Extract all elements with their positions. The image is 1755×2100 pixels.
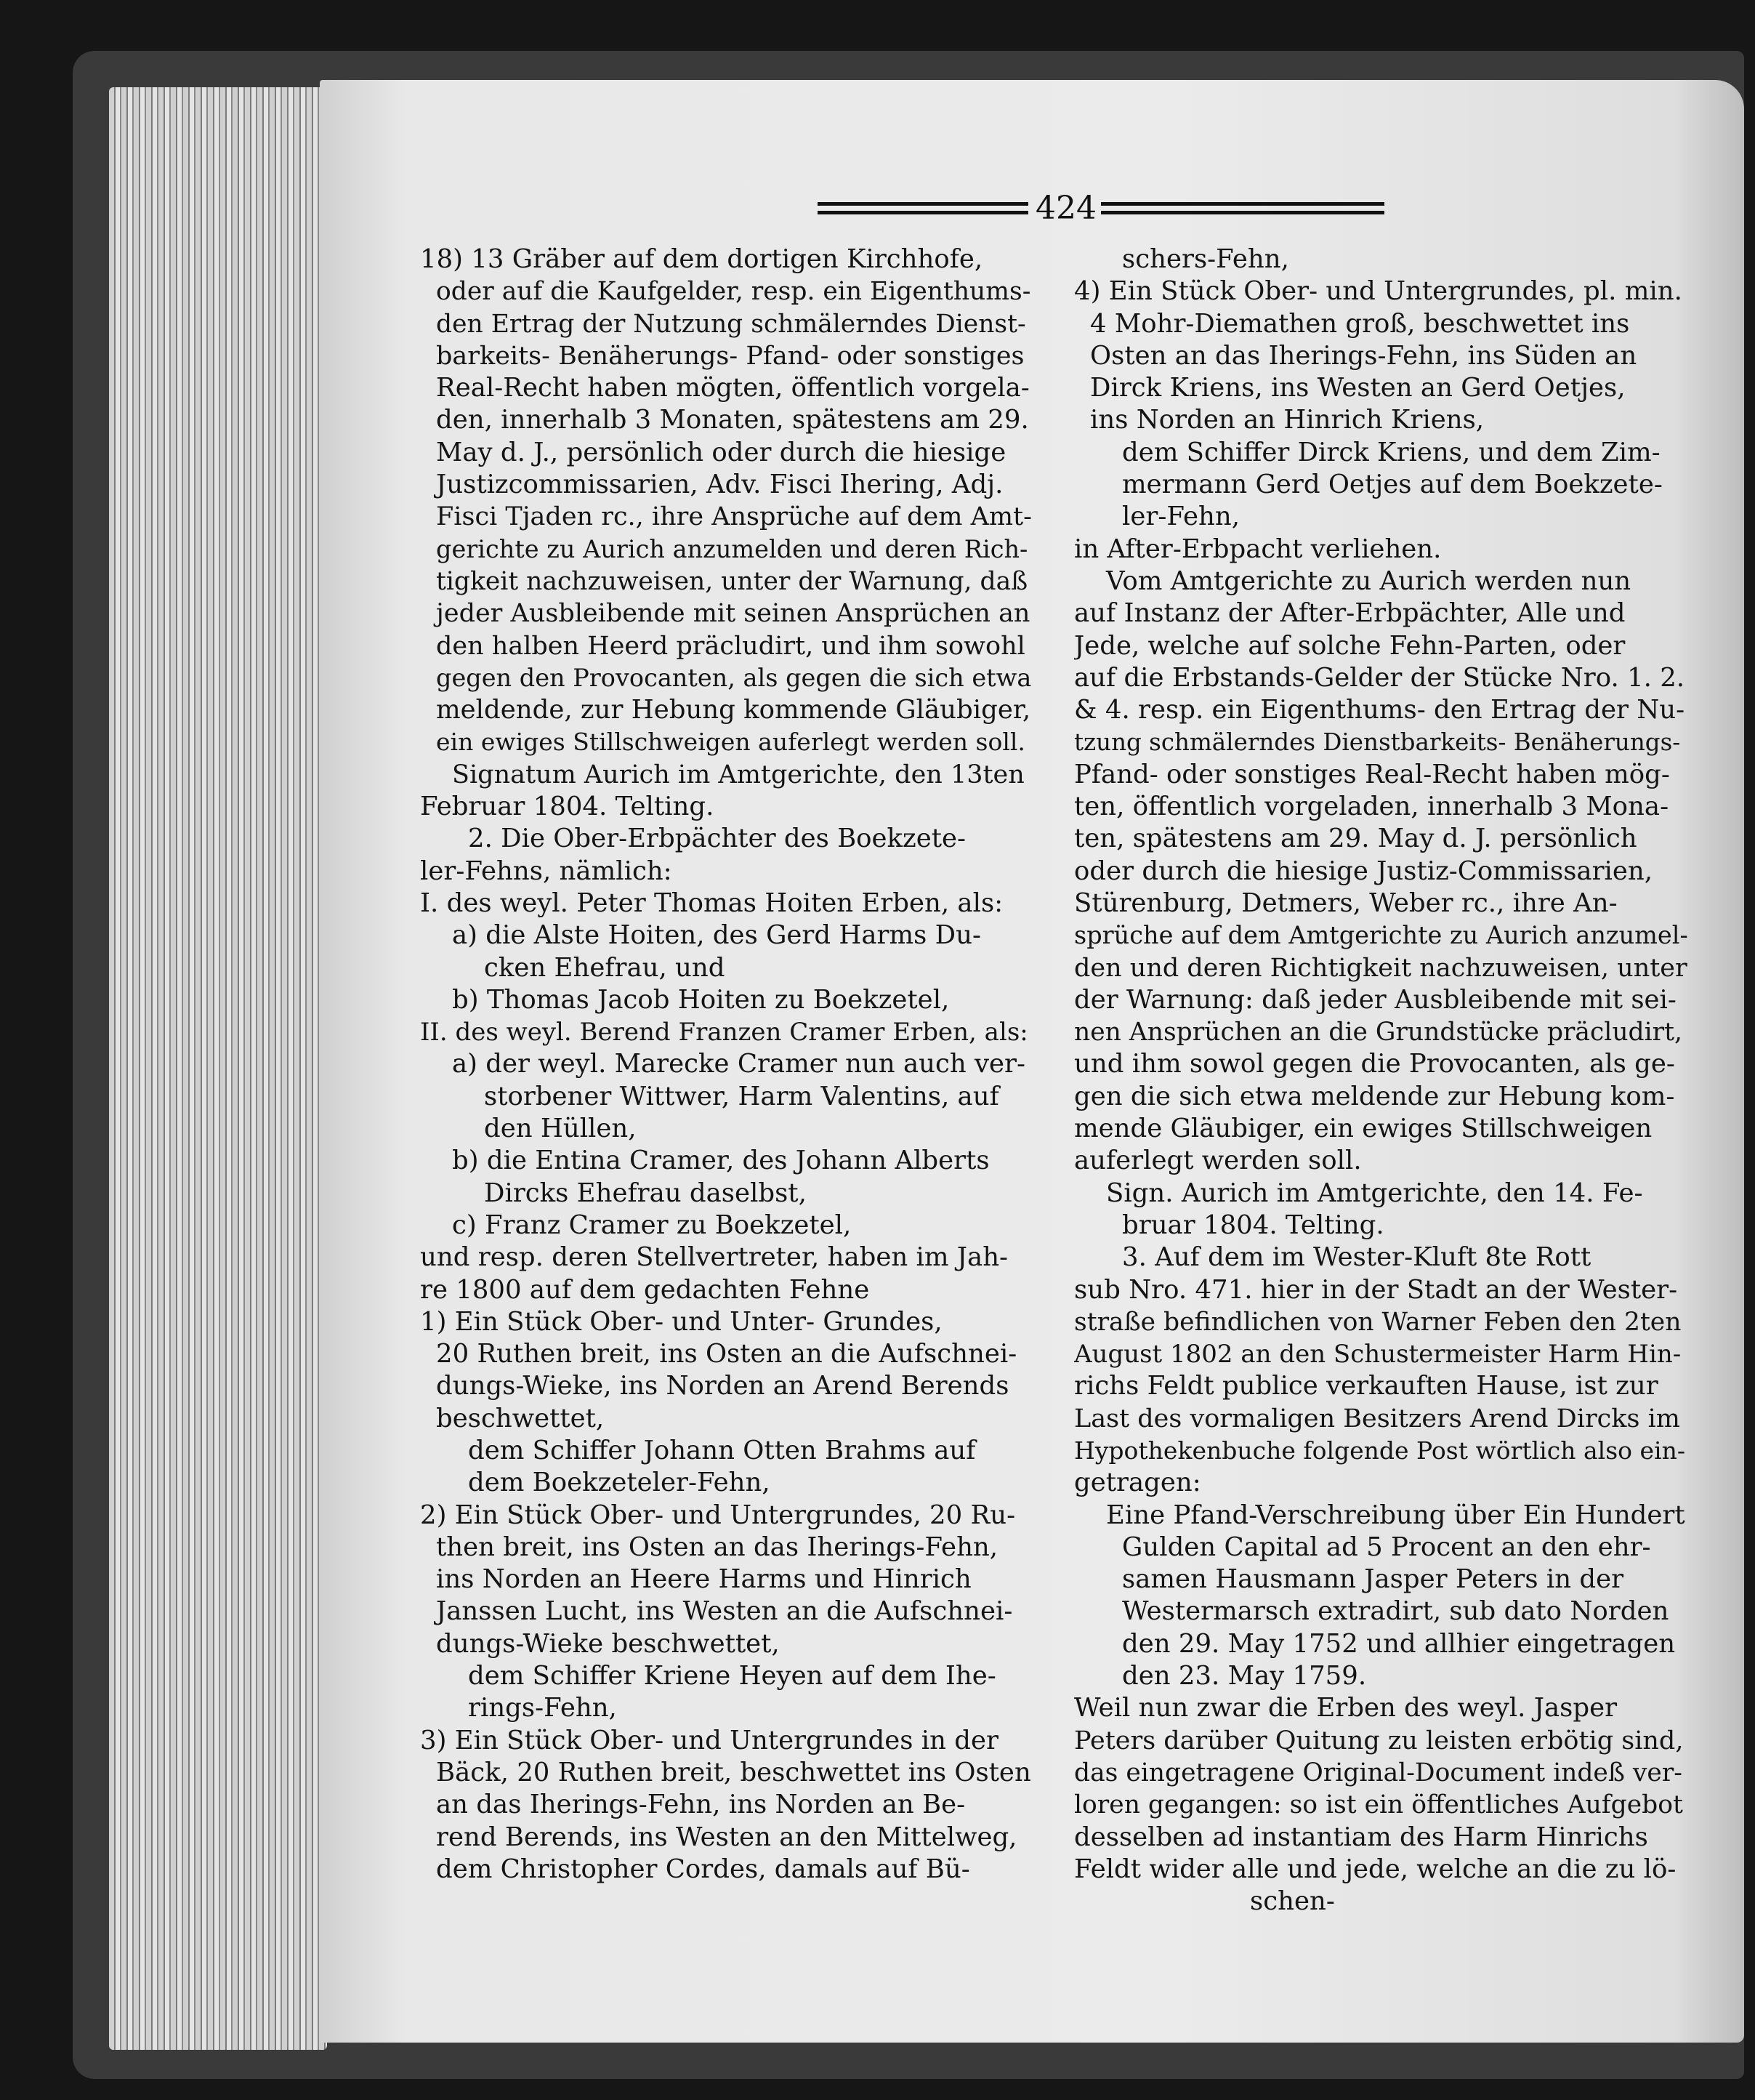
text-line: 4) Ein Stück Ober- und Untergrundes, pl. min. [1074,276,1682,307]
text-line: mermann Gerd Oetjes auf dem Boekzete- [1122,470,1663,500]
text-line: ler-Fehn, [1122,502,1240,532]
text-line: re 1800 auf dem gedachten Fehne [420,1274,870,1305]
text-line: straße befindlichen von Warner Feben den 2ten [1074,1307,1682,1337]
text-line: dem Schiffer Kriene Heyen auf dem Ihe- [468,1661,996,1691]
page-number: 424 [1036,190,1097,227]
text-line: auf die Erbstands-Gelder der Stücke Nro. 1. 2. [1074,662,1685,693]
text-line: Dirck Kriens, ins Westen an Gerd Oetjes, [1090,373,1626,403]
text-line: tzung schmälerndes Dienstbarkeits- Benäherungs- [1074,728,1681,757]
text-line: dem Christopher Cordes, damals auf Bü- [436,1854,970,1884]
text-line: das eingetragene Original-Document indeß ver- [1074,1758,1682,1787]
text-line: rend Berends, ins Westen an den Mittelweg, [436,1822,1017,1852]
text-line: barkeits- Benäherungs- Pfand- oder sonstiges [436,341,1025,371]
text-line: schen- [1250,1886,1335,1917]
text-line: 4 Mohr-Diemathen groß, beschwettet ins [1090,308,1630,339]
text-line: auf Instanz der After-Erbpächter, Alle und [1074,598,1626,629]
text-line: 2) Ein Stück Ober- und Untergrundes, 20 Ru- [420,1500,1016,1530]
text-line: 18) 13 Gräber auf dem dortigen Kirchhofe, [420,244,983,274]
text-line: Westermarsch extradirt, sub dato Norden [1122,1596,1669,1627]
text-line: Dircks Ehefrau daselbst, [484,1178,807,1208]
text-line: Stürenburg, Detmers, Weber rc., ihre An- [1074,888,1618,918]
text-line: ler-Fehns, nämlich: [420,856,672,886]
text-line: sub Nro. 471. hier in der Stadt an der Wester- [1074,1274,1678,1305]
text-line: Justizcommissarien, Adv. Fisci Ihering, Adj. [436,470,1004,500]
text-line: sprüche auf dem Amtgerichte zu Aurich anzumel- [1074,921,1688,950]
text-line: Weil nun zwar die Erben des weyl. Jasper [1074,1693,1618,1723]
header-rule-right [1101,201,1384,217]
text-line: b) Thomas Jacob Hoiten zu Boekzetel, [452,984,950,1015]
page-header [818,190,1661,234]
text-line: I. des weyl. Peter Thomas Hoiten Erben, als: [420,888,1004,918]
text-line: Gulden Capital ad 5 Procent an den ehr- [1122,1532,1651,1562]
text-line: den 23. May 1759. [1122,1661,1367,1691]
text-line: dem Boekzeteler-Fehn, [468,1468,770,1498]
text-line: oder auf die Kaufgelder, resp. ein Eigenthums- [436,277,1031,307]
text-line: Janssen Lucht, ins Westen an die Aufschnei- [436,1596,1013,1627]
text-line: meldende, zur Hebung kommende Gläubiger, [436,695,1031,725]
text-line: und resp. deren Stellvertreter, haben im Jah- [420,1242,1009,1273]
text-line: Februar 1804. Telting. [420,792,714,822]
text-line: samen Hausmann Jasper Peters in der [1122,1564,1624,1595]
text-line: Hypothekenbuche folgende Post wörtlich also ein- [1074,1436,1685,1465]
text-line: schers-Fehn, [1122,244,1289,274]
text-line: mende Gläubiger, ein ewiges Stillschweigen [1074,1114,1653,1144]
text-line: 1) Ein Stück Ober- und Unter- Grundes, [420,1306,943,1337]
text-line: b) die Entina Cramer, des Johann Alberts [452,1146,990,1176]
text-line: then breit, ins Osten an das Iherings-Fehn, [436,1532,998,1562]
text-line: tigkeit nachzuweisen, unter der Warnung, daß [436,566,1028,596]
text-line: Signatum Aurich im Amtgerichte, den 13ten [452,760,1025,789]
text-line: August 1802 an den Schustermeister Harm Hin- [1074,1340,1682,1369]
text-line: gerichte zu Aurich anzumelden und deren Rich- [436,534,1028,563]
text-line: gen die sich etwa meldende zur Hebung kom- [1074,1081,1675,1111]
text-line: & 4. resp. ein Eigenthums- den Ertrag der Nu- [1074,695,1685,725]
text-line: a) die Alste Hoiten, des Gerd Harms Du- [452,920,981,951]
text-line: ins Norden an Heere Harms und Hinrich [436,1564,972,1595]
text-line: den Ertrag der Nutzung schmälerndes Dienst- [436,309,1026,339]
text-line: jeder Ausbleibende mit seinen Ansprüchen an [436,599,1030,629]
text-line: a) der weyl. Marecke Cramer nun auch ver- [452,1049,1026,1079]
text-line: c) Franz Cramer zu Boekzetel, [452,1210,852,1240]
text-line: storbener Wittwer, Harm Valentins, auf [484,1081,999,1111]
text-line: cken Ehefrau, und [484,952,725,983]
text-line: II. des weyl. Berend Franzen Cramer Erben, als: [420,1018,1028,1047]
text-line: rings-Fehn, [468,1693,617,1723]
text-line: beschwettet, [436,1403,605,1433]
text-line: Feldt wider alle und jede, welche an die zu lö- [1074,1854,1677,1884]
text-line: Bäck, 20 Ruthen breit, beschwettet ins Osten [436,1757,1031,1787]
text-line: den und deren Richtigkeit nachzuweisen, unter [1074,953,1687,983]
text-line: den 29. May 1752 und allhier eingetragen [1122,1628,1676,1659]
text-line: ins Norden an Hinrich Kriens, [1090,405,1485,435]
text-line: den halben Heerd präcludirt, und ihm sowohl [436,631,1025,661]
text-line: Peters darüber Quitung zu leisten erbötig sind, [1074,1726,1684,1755]
text-line: Eine Pfand-Verschreibung über Ein Hundert [1106,1500,1685,1530]
page-edges [109,87,327,2050]
text-line: und ihm sowol gegen die Provocanten, als ge- [1074,1049,1675,1079]
text-line: der Warnung: daß jeder Ausbleibende mit sei- [1074,984,1677,1015]
text-line: loren gegangen: so ist ein öffentliches Aufgebot [1074,1790,1683,1820]
text-line: May d. J., persönlich oder durch die hiesige [436,437,1006,467]
text-line: 2. Die Ober-Erbpächter des Boekzete- [468,824,967,854]
text-line: 3. Auf dem im Wester-Kluft 8te Rott [1122,1242,1591,1273]
text-line: Real-Recht haben mögten, öffentlich vorgela- [436,373,1030,403]
text-line: ten, spätestens am 29. May d. J. persönlich [1074,824,1637,854]
text-line: an das Iherings-Fehn, ins Norden an Be- [436,1790,966,1820]
text-line: 20 Ruthen breit, ins Osten an die Aufschnei- [436,1339,1017,1369]
text-line: den Hüllen, [484,1114,637,1144]
text-line: bruar 1804. Telting. [1122,1210,1384,1240]
text-line: ten, öffentlich vorgeladen, innerhalb 3 Mona- [1074,792,1669,822]
text-line: auferlegt werden soll. [1074,1146,1362,1176]
text-line: dungs-Wieke beschwettet, [436,1628,780,1659]
text-line: dem Schiffer Dirck Kriens, und dem Zim- [1122,437,1661,467]
text-line: 3) Ein Stück Ober- und Untergrundes in der [420,1725,998,1755]
text-line: dem Schiffer Johann Otten Brahms auf [468,1435,976,1465]
text-line: oder durch die hiesige Justiz-Commissarien, [1074,856,1653,886]
text-line: Pfand- oder sonstiges Real-Recht haben mög- [1074,759,1670,789]
text-line: gegen den Provocanten, als gegen die sich etwa [436,663,1032,692]
text-line: in After-Erbpacht verliehen. [1074,534,1442,564]
text-line: Sign. Aurich im Amtgerichte, den 14. Fe- [1106,1178,1643,1208]
text-line: den, innerhalb 3 Monaten, spätestens am 29. [436,405,1029,435]
left-column [420,244,1032,1886]
text-line: Vom Amtgerichte zu Aurich werden nun [1106,566,1631,596]
text-line: Last des vormaligen Besitzers Arend Dircks im [1074,1404,1680,1433]
text-line: richs Feldt publice verkauften Hause, ist zur [1074,1371,1658,1401]
text-line: desselben ad instantiam des Harm Hinrichs [1074,1822,1648,1852]
text-line: getragen: [1074,1468,1201,1498]
text-line: Fisci Tjaden rc., ihre Ansprüche auf dem Amt- [436,502,1032,532]
text-line: Jede, welche auf solche Fehn-Parten, oder [1074,630,1626,661]
text-line: dungs-Wieke, ins Norden an Arend Berends [436,1371,1009,1401]
text-line: ein ewiges Stillschweigen auferlegt werden soll. [436,728,1025,757]
right-column [1074,244,1688,1918]
text-line: nen Ansprüchen an die Grundstücke präcludirt, [1074,1018,1682,1047]
text-line: Osten an das Iherings-Fehn, ins Süden an [1090,340,1637,371]
header-rule-left [818,201,1028,217]
